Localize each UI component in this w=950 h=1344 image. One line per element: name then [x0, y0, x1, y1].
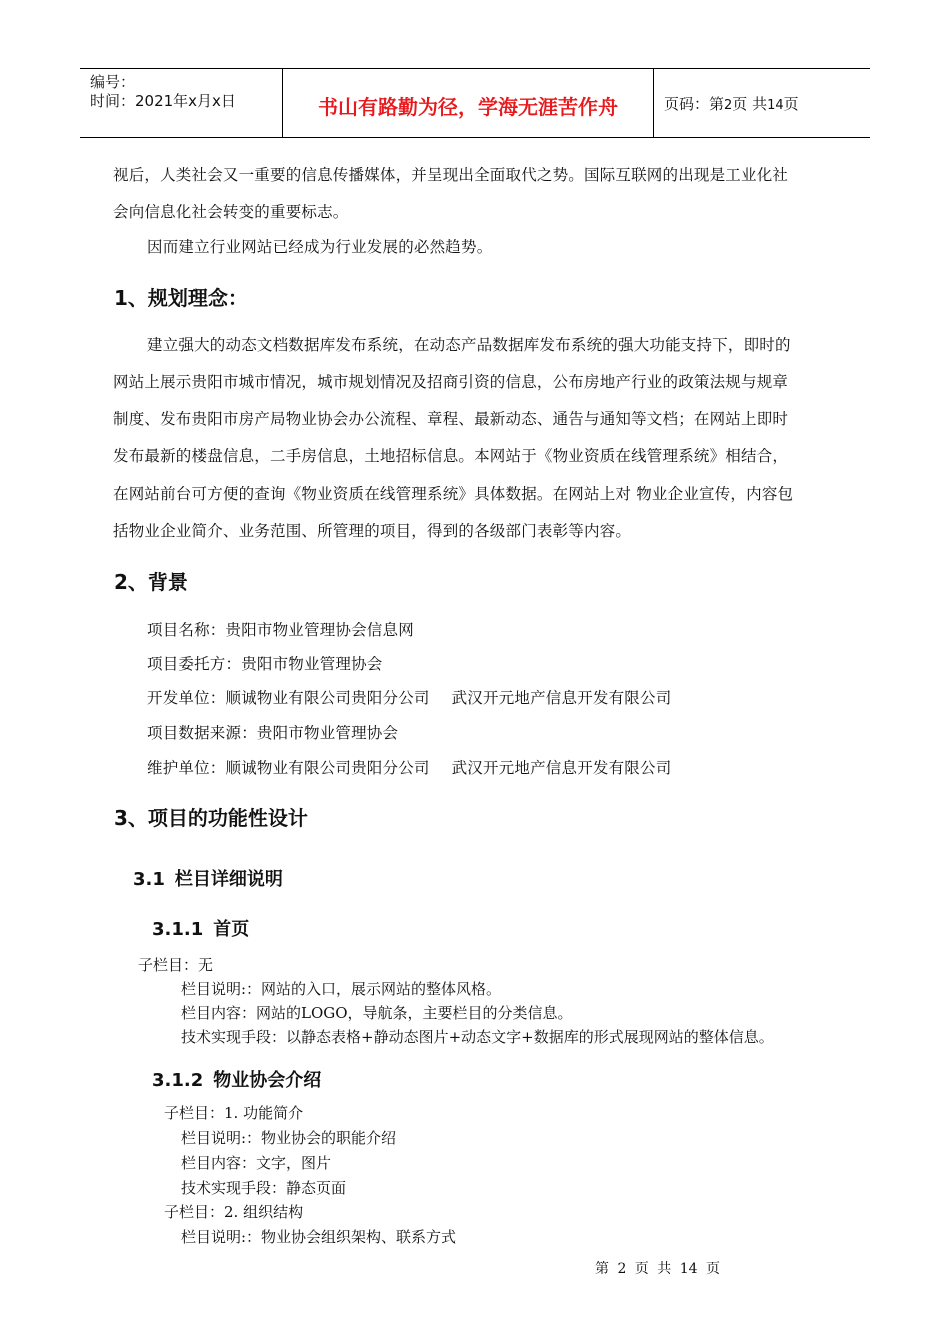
association-content-1: 栏目内容：文字，图片	[181, 1154, 332, 1172]
association-technique-1: 技术实现手段：静态页面	[181, 1179, 347, 1197]
home-technique: 技术实现手段：以静态表格+静动态图片+动态文字+数据库的形式展现网站的整体信息。	[181, 1028, 774, 1046]
page-prefix: 页码：第	[664, 95, 725, 113]
project-maintainer	[147, 758, 671, 778]
association-description-1: 栏目说明:：物业协会的职能介绍	[181, 1129, 397, 1147]
section-1-line: 制度、发布贵阳市房产局物业协会办公流程、章程、最新动态、通告与通知等文档；在网站上即时	[113, 410, 789, 428]
home-description: 栏目说明:：网站的入口，展示网站的整体风格。	[181, 980, 502, 998]
subsection-3-1-1-heading	[152, 915, 249, 941]
subsection-title: 首页	[213, 919, 250, 940]
association-description-2: 栏目说明:：物业协会组织架构、联系方式	[181, 1228, 457, 1246]
page-footer: 第 2 页 共 14 页	[595, 1261, 720, 1277]
subsection-number: 3.1	[133, 869, 165, 890]
header-motto-cell	[283, 69, 654, 137]
section-1-line: 发布最新的楼盘信息，二手房信息，土地招标信息。本网站于《物业资质在线管理系统》相结合，	[113, 447, 789, 465]
subsection-number: 3.1.2	[152, 1070, 204, 1091]
subsection-title: 栏目详细说明	[174, 869, 283, 890]
document-number-label: 编号：	[90, 73, 136, 91]
developer-primary: 开发单位：顺诚物业有限公司贵阳分公司	[147, 689, 430, 707]
section-1-line: 建立强大的动态文档数据库发布系统，在动态产品数据库发布系统的强大功能支持下，即时的	[147, 336, 791, 354]
association-subcolumn-2: 子栏目：2. 组织结构	[164, 1203, 304, 1221]
page-current: 2	[724, 98, 733, 113]
subsection-3-1-heading	[133, 865, 283, 891]
home-subcolumns: 子栏目：无	[138, 956, 214, 974]
header-motto: 书山有路勤为径，学海无涯苦作舟	[318, 95, 618, 119]
subsection-3-1-2-heading	[152, 1066, 321, 1092]
section-1-line: 在网站前台可方便的查询《物业资质在线管理系统》具体数据。在网站上对 物业企业宣传，内容包	[113, 485, 794, 503]
project-data-source: 项目数据来源：贵阳市物业管理协会	[147, 724, 399, 742]
subsection-title: 物业协会介绍	[213, 1070, 322, 1091]
section-2-heading: 2、背景	[114, 570, 188, 594]
page-total: 14	[767, 98, 784, 113]
page-header	[80, 68, 870, 138]
intro-line-3: 因而建立行业网站已经成为行业发展的必然趋势。	[147, 238, 493, 256]
maintainer-primary: 维护单位：顺诚物业有限公司贵阳分公司	[147, 759, 430, 777]
section-1-line: 网站上展示贵阳市城市情况，城市规划情况及招商引资的信息，公布房地产行业的政策法规与规章	[113, 373, 789, 391]
section-1-line: 括物业企业简介、业务范围、所管理的项目，得到的各级部门表彰等内容。	[113, 522, 632, 540]
developer-secondary: 武汉开元地产信息开发有限公司	[451, 689, 672, 707]
subsection-number: 3.1.1	[152, 919, 204, 940]
document-date-label: 时间：2021年x月x日	[90, 92, 236, 110]
maintainer-secondary: 武汉开元地产信息开发有限公司	[451, 759, 672, 777]
section-1-heading: 1、规划理念：	[114, 286, 248, 310]
page-mid: 页 共	[732, 95, 768, 113]
project-developer	[147, 688, 671, 708]
page-suffix: 页	[783, 95, 799, 113]
header-page-number	[664, 93, 799, 114]
association-subcolumn-1: 子栏目：1. 功能简介	[164, 1104, 304, 1122]
header-meta-cell	[80, 69, 283, 137]
project-client: 项目委托方：贵阳市物业管理协会	[147, 655, 383, 673]
section-3-heading: 3、项目的功能性设计	[114, 806, 308, 830]
header-page-cell	[654, 69, 870, 137]
intro-line-1: 视后，人类社会又一重要的信息传播媒体，并呈现出全面取代之势。国际互联网的出现是工业化社	[113, 166, 789, 184]
home-content: 栏目内容：网站的LOGO，导航条，主要栏目的分类信息。	[181, 1004, 573, 1022]
intro-line-2: 会向信息化社会转变的重要标志。	[113, 203, 349, 221]
project-name: 项目名称：贵阳市物业管理协会信息网	[147, 621, 414, 639]
